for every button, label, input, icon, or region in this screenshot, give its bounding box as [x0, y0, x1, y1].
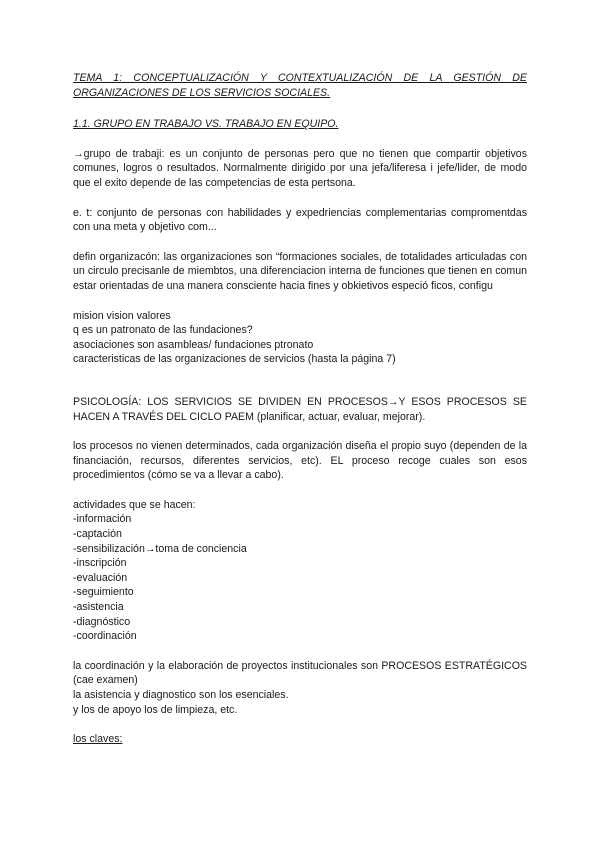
paragraph-equipo-trabajo: e. t: conjunto de personas con habilidades y expedriencias complementarias compromentdas con una meta y objetivo com... [73, 206, 527, 234]
list-item: mision vision valores [73, 309, 171, 322]
paragraph-estrategicos: la coordinación y la elaboración de proyectos institucionales son PROCESOS ESTRATÉGICOS (cae examen) [73, 659, 527, 687]
psicologia-rest: (planificar, actuar, evaluar, mejorar). [253, 410, 426, 423]
list-item: -información [73, 513, 132, 526]
paragraph-esenciales: la asistencia y diagnostico son los esenciales. [73, 689, 289, 701]
list-item: -diagnóstico [73, 615, 131, 628]
paragraph-grupo-trabajo: →grupo de trabaji: es un conjunto de personas pero que no tienen que compartir objetivos comunes, logros o resultados. Normalmente dirigido por una jefa/liferesa i jefe/lider, de modo que el exito depende de las competencias de esta pertsona. [73, 147, 527, 189]
section-heading: 1.1. GRUPO EN TRABAJO VS. TRABAJO EN EQUIPO. [73, 118, 339, 131]
paragraph-procesos: los procesos no vienen determinados, cada organización diseña el propio suyo (dependen de la financiación, recursos, diferentes servicios, etc). EL proceso recoge cuales son esos procedimientos (cómo se va a llevar a cabo). [73, 440, 527, 482]
list-item: -captación [73, 528, 122, 541]
actividades-heading: actividades que se hacen: [73, 498, 196, 511]
list-item: q es un patronato de las fundaciones? [73, 324, 253, 337]
list-item: asociaciones son asambleas/ fundaciones ptronato [73, 338, 314, 351]
list-item: -asistencia [73, 601, 124, 614]
paragraph-psicologia [73, 395, 527, 424]
list-item: -inscripción [73, 557, 127, 570]
list-item: -evaluación [73, 571, 128, 584]
list-item: -seguimiento [73, 586, 134, 599]
document-body [73, 71, 527, 747]
actividades-list [73, 512, 527, 643]
psicologia-upper: PSICOLOGÍA: LOS SERVICIOS SE DIVIDEN EN PROCESOS→Y ESOS PROCESOS SE HACEN A TRAVÉS DEL CICLO PAEM [73, 395, 527, 423]
list-item: caracteristicas de las organizaciones de servicios (hasta la página 7) [73, 353, 396, 366]
list-item: -coordinación [73, 630, 137, 643]
paragraph-apoyo: y los de apoyo los de limpieza, etc. [73, 703, 238, 716]
notes-list [73, 309, 527, 367]
paragraph-definicion: defin organizacón: las organizaciones son “formaciones sociales, de totalidades articuladas con un circulo precisanle de miembtos, una diferenciacion interna de funciones que tienen en comun estar orientadas de una manera consciente hacia fines y obkietivos especió ficos, configu [73, 250, 527, 292]
list-item: -sensibilización→toma de conciencia [73, 542, 247, 555]
paragraph-claves [73, 732, 527, 747]
document-title: TEMA 1: CONCEPTUALIZACIÓN Y CONTEXTUALIZACIÓN DE LA GESTIÓN DE ORGANIZACIONES DE LOS SERVICIOS SOCIALES. [73, 72, 527, 99]
claves-text: los claves: [73, 733, 123, 746]
